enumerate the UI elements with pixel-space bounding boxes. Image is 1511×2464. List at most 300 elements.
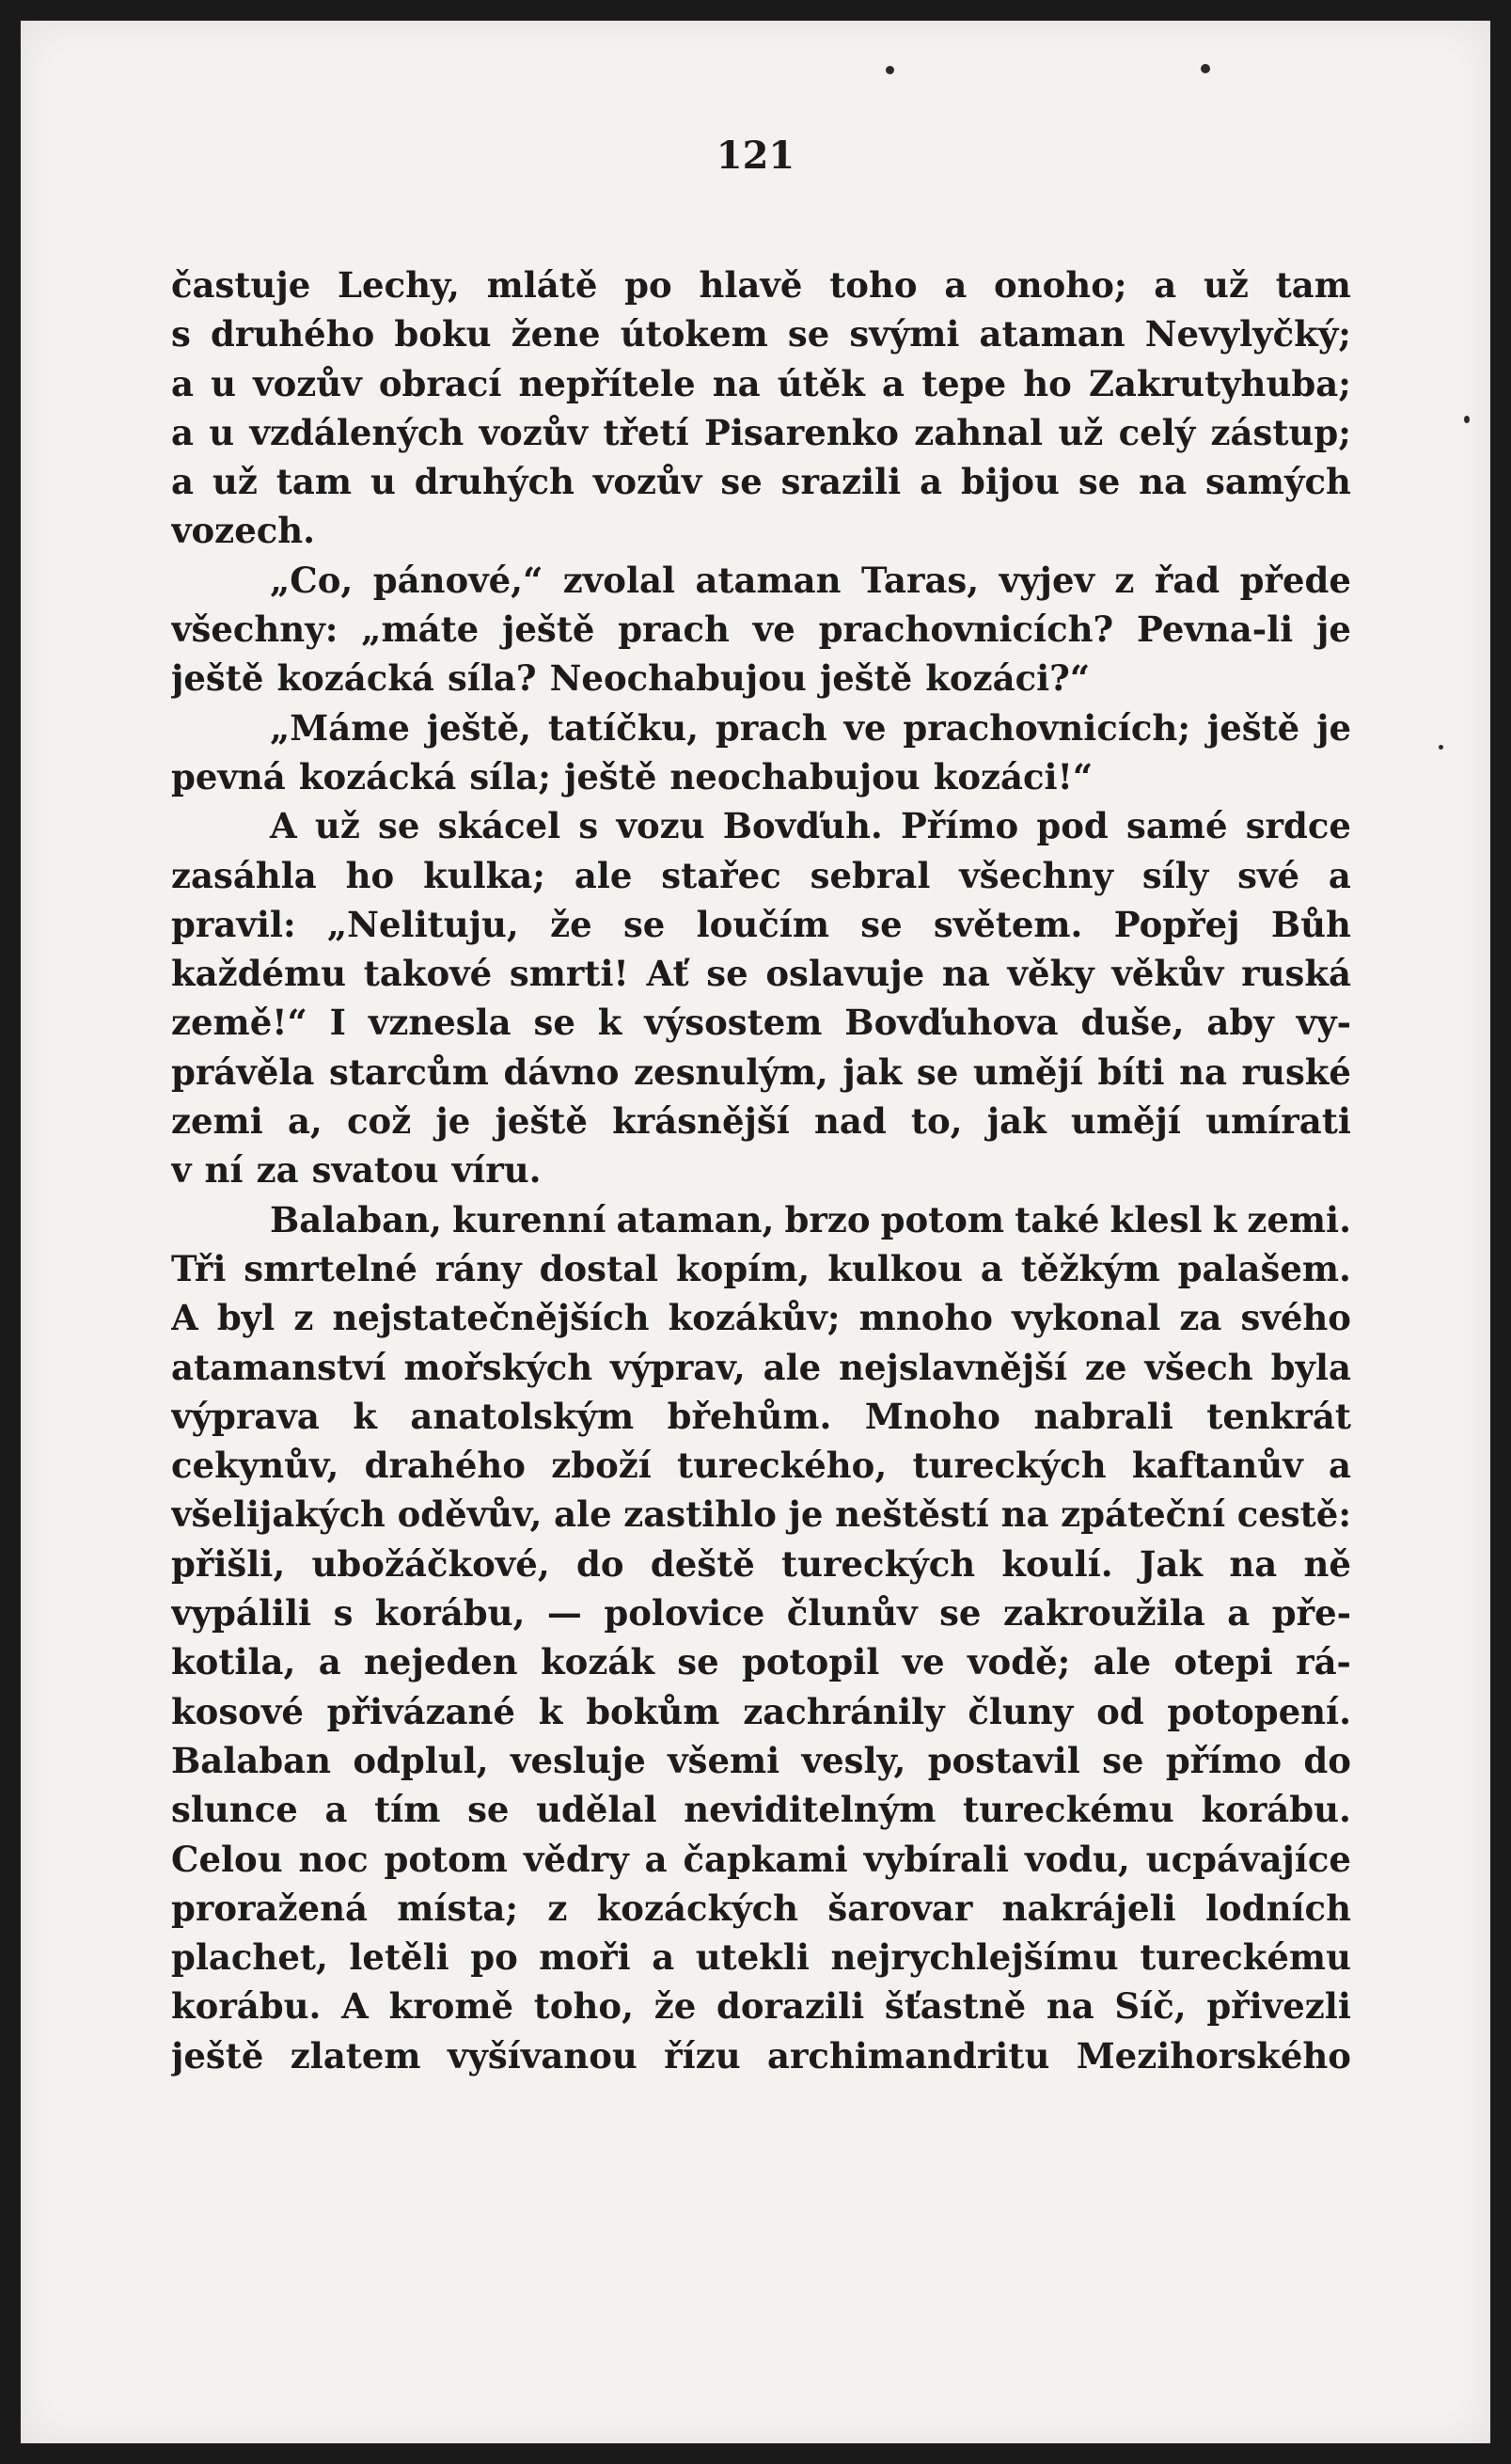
word: je <box>435 1100 471 1143</box>
word: moři <box>539 1936 631 1979</box>
word: pravil: <box>171 903 296 945</box>
word: přivázané <box>326 1690 515 1732</box>
word: všelijakých <box>171 1493 386 1536</box>
text-line <box>171 359 1351 408</box>
word: kozáckých <box>596 1887 799 1929</box>
word: „máte <box>361 608 480 651</box>
word: do <box>1303 1739 1351 1781</box>
word: vozův <box>479 411 589 453</box>
word: vodě; <box>968 1641 1071 1683</box>
word: bíti <box>1097 1050 1165 1093</box>
word: se <box>378 805 420 847</box>
print-speck <box>886 66 894 74</box>
word: třetí <box>603 411 689 453</box>
word: je <box>1316 706 1351 749</box>
word: se <box>533 1002 575 1044</box>
word: pevná <box>171 755 286 798</box>
word: od <box>1096 1690 1144 1732</box>
word: v <box>171 1149 192 1192</box>
word: se <box>720 461 763 503</box>
word: výsostem <box>644 1002 823 1044</box>
word: se <box>860 903 903 945</box>
word: oděvův, <box>397 1493 543 1536</box>
word: takové <box>363 953 493 995</box>
word: neviditelným <box>684 1789 937 1831</box>
word: ale <box>763 1346 822 1388</box>
word: síla? <box>447 657 537 700</box>
word: to, <box>910 1100 963 1143</box>
word: vesluje <box>511 1739 646 1781</box>
word: Celou <box>171 1838 283 1880</box>
word: letěli <box>349 1936 449 1979</box>
word: vozův <box>253 362 362 404</box>
word: síla; <box>469 755 551 798</box>
text-line <box>171 261 1351 309</box>
word: dorazili <box>716 1985 865 2028</box>
word: Ať <box>646 953 689 995</box>
text-line <box>171 1441 1351 1490</box>
word: ataman <box>979 313 1125 355</box>
word: boku <box>394 313 492 355</box>
word: byla <box>1270 1346 1351 1388</box>
text-line <box>171 900 1351 949</box>
word: obrací <box>378 362 502 404</box>
word: svatou <box>311 1149 439 1192</box>
word: a, <box>287 1100 323 1143</box>
word: deště <box>650 1542 755 1585</box>
word: odplul, <box>353 1739 489 1781</box>
word: nejrychlejšímu <box>830 1936 1119 1979</box>
word: sebral <box>810 854 931 896</box>
word: s <box>578 805 599 847</box>
text-line <box>171 556 1351 605</box>
word: své <box>1237 854 1300 896</box>
word: už <box>314 805 360 847</box>
word: korábu, <box>374 1592 526 1635</box>
body-text <box>171 261 1351 2080</box>
word: se <box>622 903 666 945</box>
word: na <box>941 953 990 995</box>
word: srazili <box>780 461 902 503</box>
word: dostal <box>539 1247 659 1289</box>
word: — <box>546 1592 582 1635</box>
word: břehům. <box>667 1395 832 1437</box>
word: tím <box>374 1789 441 1831</box>
word: se <box>787 313 830 355</box>
word: a <box>171 362 194 404</box>
word: řízu <box>664 2034 741 2077</box>
word: Bůh <box>1270 903 1351 945</box>
word: A <box>341 1985 369 2028</box>
word: ho <box>1023 362 1072 404</box>
word: skácel <box>437 805 561 847</box>
word: ve <box>902 1641 945 1683</box>
word: stařec <box>661 854 781 896</box>
text-line <box>171 851 1351 900</box>
word: svými <box>849 313 960 355</box>
word: palašem. <box>1177 1247 1351 1289</box>
word: ve <box>843 706 887 749</box>
word: Taras, <box>860 559 980 601</box>
word: přede <box>1239 559 1351 601</box>
word: duše, <box>1080 1002 1185 1044</box>
word: a <box>1154 264 1177 306</box>
word: rány <box>434 1247 522 1289</box>
word: neštěstí <box>835 1493 989 1536</box>
word: věkův <box>1111 953 1224 995</box>
word: Jak <box>1139 1542 1204 1585</box>
word: krásnější <box>612 1100 790 1143</box>
text-line <box>171 1490 1351 1539</box>
word: vypálili <box>171 1592 312 1635</box>
text-line <box>171 1785 1351 1834</box>
word: žene <box>511 313 601 355</box>
word: ale <box>574 854 633 896</box>
word: vykonal <box>1012 1297 1161 1339</box>
word: kozácká <box>298 755 457 798</box>
word: zahnal <box>914 411 1044 453</box>
text-line <box>171 949 1351 998</box>
word: koulí. <box>1001 1542 1113 1585</box>
word: kozácká <box>276 657 434 700</box>
word: rá- <box>1296 1641 1351 1683</box>
word: drahého <box>364 1445 526 1487</box>
word: u <box>209 411 235 453</box>
word: pře- <box>1271 1592 1351 1635</box>
text-line <box>171 1982 1351 2030</box>
word: ubožáčkové, <box>311 1542 550 1585</box>
word: s <box>171 313 191 355</box>
word: otepi <box>1173 1641 1273 1683</box>
word: kozáci!“ <box>933 755 1094 798</box>
word: po <box>470 1936 518 1979</box>
word: byl <box>216 1297 275 1339</box>
word: ataman, <box>616 1198 775 1240</box>
word: častuje <box>171 264 311 306</box>
word: anatolským <box>410 1395 635 1437</box>
word: všech <box>1144 1346 1253 1388</box>
word: ještě <box>819 657 913 700</box>
word: plachet, <box>171 1936 328 1979</box>
word: tureckému <box>963 1789 1174 1831</box>
word: druhých <box>414 461 574 503</box>
word: přímo <box>1165 1739 1283 1781</box>
text-line <box>171 654 1351 703</box>
word: smrtelné <box>244 1247 417 1289</box>
word: čluny <box>968 1690 1074 1732</box>
text-line <box>171 1687 1351 1736</box>
word: slunce <box>171 1789 298 1831</box>
text-line <box>171 801 1351 850</box>
word: Bovďuhova <box>844 1002 1059 1044</box>
word: umírati <box>1205 1100 1351 1143</box>
word: zástup; <box>1210 411 1351 453</box>
word: ještě <box>171 657 264 700</box>
word: polovice <box>604 1592 765 1635</box>
word: zvolal <box>562 559 676 601</box>
text-line <box>171 1884 1351 1933</box>
word: na <box>1179 1050 1227 1093</box>
word: Popřej <box>1113 903 1240 945</box>
word: k <box>1212 1198 1237 1240</box>
word: oslavuje <box>765 953 925 995</box>
word: také <box>1015 1198 1100 1240</box>
word: aby <box>1206 1002 1274 1044</box>
word: Tři <box>171 1247 227 1289</box>
word: na <box>1229 1542 1278 1585</box>
word: jak <box>986 1100 1047 1143</box>
print-speck <box>1439 745 1443 750</box>
word: zachránily <box>743 1690 945 1732</box>
word: víru. <box>451 1149 542 1192</box>
word: a <box>644 1838 668 1880</box>
word: cekynův, <box>171 1445 339 1487</box>
word: tam <box>275 461 352 503</box>
word: a <box>944 264 968 306</box>
word: kozáci?“ <box>925 657 1091 700</box>
word: šarovar <box>827 1887 973 1929</box>
word: Neochabujou <box>549 657 807 700</box>
text-line <box>171 1835 1351 1884</box>
word: zboží <box>551 1445 652 1487</box>
word: do <box>576 1542 624 1585</box>
word: tureckého, <box>677 1445 888 1487</box>
word: udělal <box>536 1789 657 1831</box>
word: kulka; <box>423 854 545 896</box>
word: ruská <box>1241 953 1351 995</box>
word: zasáhla <box>171 854 317 896</box>
word: jak <box>842 1050 903 1093</box>
word: celý <box>1118 411 1196 453</box>
word: u <box>370 461 396 503</box>
word: bijou <box>961 461 1060 503</box>
word: se <box>677 1641 719 1683</box>
word: brzo <box>784 1198 871 1240</box>
word: atamanství <box>171 1346 386 1388</box>
word: kozák <box>541 1641 654 1683</box>
text-line <box>171 605 1351 654</box>
word: tam <box>1275 264 1351 306</box>
word: zakroužila <box>1002 1592 1205 1635</box>
text-line <box>171 408 1351 457</box>
word: vznesla <box>368 1002 512 1044</box>
word: ještě <box>502 608 595 651</box>
word: samých <box>1204 461 1351 503</box>
word: prach <box>618 608 730 651</box>
word: starcům <box>328 1050 489 1093</box>
word: nakrájeli <box>1001 1887 1176 1929</box>
print-speck <box>1464 416 1470 423</box>
word: všechny <box>959 854 1113 896</box>
word: ve <box>752 608 795 651</box>
word: Bovďuh. <box>722 805 883 847</box>
word: ní <box>204 1149 244 1192</box>
text-line <box>171 1195 1351 1244</box>
book-page <box>21 21 1490 2443</box>
word: potopil <box>742 1641 880 1683</box>
word: a <box>171 411 194 453</box>
word: Pisarenko <box>704 411 899 453</box>
word: potom <box>880 1198 1005 1240</box>
word: samé <box>1126 805 1228 847</box>
word: nepřítele <box>518 362 696 404</box>
word: neochabujou <box>669 755 921 798</box>
word: kurenní <box>451 1198 606 1240</box>
text-line <box>171 1392 1351 1441</box>
word: vozu <box>616 805 705 847</box>
word: se <box>1102 1739 1144 1781</box>
word: těžkým <box>1020 1247 1160 1289</box>
word: mnoho <box>858 1297 993 1339</box>
word: šťastně <box>884 1985 1027 2028</box>
word: je <box>788 1493 824 1536</box>
word: „Co, <box>270 559 354 601</box>
word: toho, <box>533 1985 634 2028</box>
word: tureckému <box>1140 1936 1351 1979</box>
text-line <box>171 1637 1351 1686</box>
word: Balaban, <box>270 1198 442 1240</box>
word: člunův <box>786 1592 918 1635</box>
word: zemi. <box>1247 1198 1351 1240</box>
word: vyšívanou <box>447 2034 637 2077</box>
text-line <box>171 703 1351 752</box>
text-line <box>171 1097 1351 1145</box>
word: země!“ <box>171 1002 307 1044</box>
text-line <box>171 1540 1351 1588</box>
word: cestě: <box>1236 1493 1351 1536</box>
word: zlatem <box>290 2034 421 2077</box>
word: přivezli <box>1206 1985 1351 2028</box>
word: že <box>550 903 592 945</box>
text-line <box>171 1588 1351 1637</box>
word: ještě <box>1206 706 1300 749</box>
word: z <box>547 1887 568 1929</box>
word: hlavě <box>699 264 803 306</box>
word: ataman <box>695 559 842 601</box>
text-line <box>171 1244 1351 1293</box>
word: pánové,“ <box>372 559 543 601</box>
word: vy- <box>1296 1002 1351 1044</box>
word: tepe <box>921 362 1007 404</box>
word: a <box>1328 854 1351 896</box>
word: umějí <box>972 1050 1083 1093</box>
word: tureckých <box>912 1445 1107 1487</box>
word: právěla <box>171 1050 315 1093</box>
word: Přímo <box>900 805 1019 847</box>
word: místa; <box>397 1887 519 1929</box>
word: zesnulým, <box>634 1050 828 1093</box>
word: nejslavnější <box>839 1346 1068 1388</box>
word: a <box>1227 1592 1251 1635</box>
word: Pevna-li <box>1137 608 1294 651</box>
word: světem. <box>933 903 1083 945</box>
word: I <box>329 1002 346 1044</box>
word: prach <box>715 706 827 749</box>
word: smrti! <box>509 953 629 995</box>
word: vozech. <box>171 510 316 552</box>
word: každému <box>171 953 347 995</box>
word: k <box>538 1690 563 1732</box>
word: tatíčku, <box>547 706 700 749</box>
word: srdce <box>1245 805 1351 847</box>
word: vesly, <box>801 1739 906 1781</box>
word: a <box>324 1789 348 1831</box>
word: korábu. <box>1201 1789 1351 1831</box>
word: kozákův; <box>668 1297 841 1339</box>
word: potom <box>384 1838 508 1880</box>
word: Mezihorského <box>1076 2034 1351 2077</box>
word: už <box>1058 411 1104 453</box>
word: a <box>652 1936 675 1979</box>
word: zastihlo <box>623 1493 777 1536</box>
word: útokem <box>620 313 768 355</box>
word: kaftanův <box>1131 1445 1303 1487</box>
word: všechny: <box>171 608 338 651</box>
text-line <box>171 309 1351 358</box>
word: proražená <box>171 1887 368 1929</box>
print-speck <box>1201 64 1210 73</box>
word: už <box>212 461 258 503</box>
word: A <box>171 1297 198 1339</box>
word: onoho; <box>994 264 1127 306</box>
word: „Máme <box>270 706 410 749</box>
word: k <box>353 1395 377 1437</box>
word: zpáteční <box>1061 1493 1226 1536</box>
word: ho <box>345 854 395 896</box>
word: útěk <box>777 362 865 404</box>
word: zemi <box>171 1100 263 1143</box>
word: ze <box>1084 1346 1127 1388</box>
word: tureckých <box>781 1542 976 1585</box>
text-line <box>171 1933 1351 1982</box>
word: je <box>1316 608 1351 651</box>
word: čapkami <box>683 1838 848 1880</box>
word: vyjev <box>999 559 1094 601</box>
word: Zakrutyhuba; <box>1088 362 1351 404</box>
word: na <box>1139 461 1188 503</box>
word: prachovnicích? <box>818 608 1114 651</box>
word: vybírali <box>863 1838 1010 1880</box>
word: kosové <box>171 1690 304 1732</box>
word: se <box>939 1592 982 1635</box>
word: ale <box>554 1493 612 1536</box>
word: tenkrát <box>1206 1395 1351 1437</box>
word: se <box>1078 461 1121 503</box>
word: kromě <box>388 1985 514 2028</box>
word: druhého <box>210 313 375 355</box>
word: řad <box>1154 559 1220 601</box>
word: za <box>256 1149 299 1192</box>
word: se <box>916 1050 959 1093</box>
word: kotila, <box>171 1641 296 1683</box>
word: věky <box>1007 953 1094 995</box>
page-number: 121 <box>716 134 795 178</box>
word: už <box>1204 264 1249 306</box>
word: Síč, <box>1114 1985 1187 2028</box>
word: a <box>318 1641 341 1683</box>
word: pod <box>1036 805 1109 847</box>
word: ještě <box>171 2034 264 2077</box>
word: na <box>1046 1985 1094 2028</box>
word: Nevylyčký; <box>1144 313 1351 355</box>
text-line <box>171 457 1351 506</box>
word: nejeden <box>364 1641 518 1683</box>
word: u <box>211 362 236 404</box>
text-line <box>171 1343 1351 1392</box>
text-line <box>171 2031 1351 2080</box>
text-line <box>171 1048 1351 1097</box>
word: Lechy, <box>338 264 460 306</box>
